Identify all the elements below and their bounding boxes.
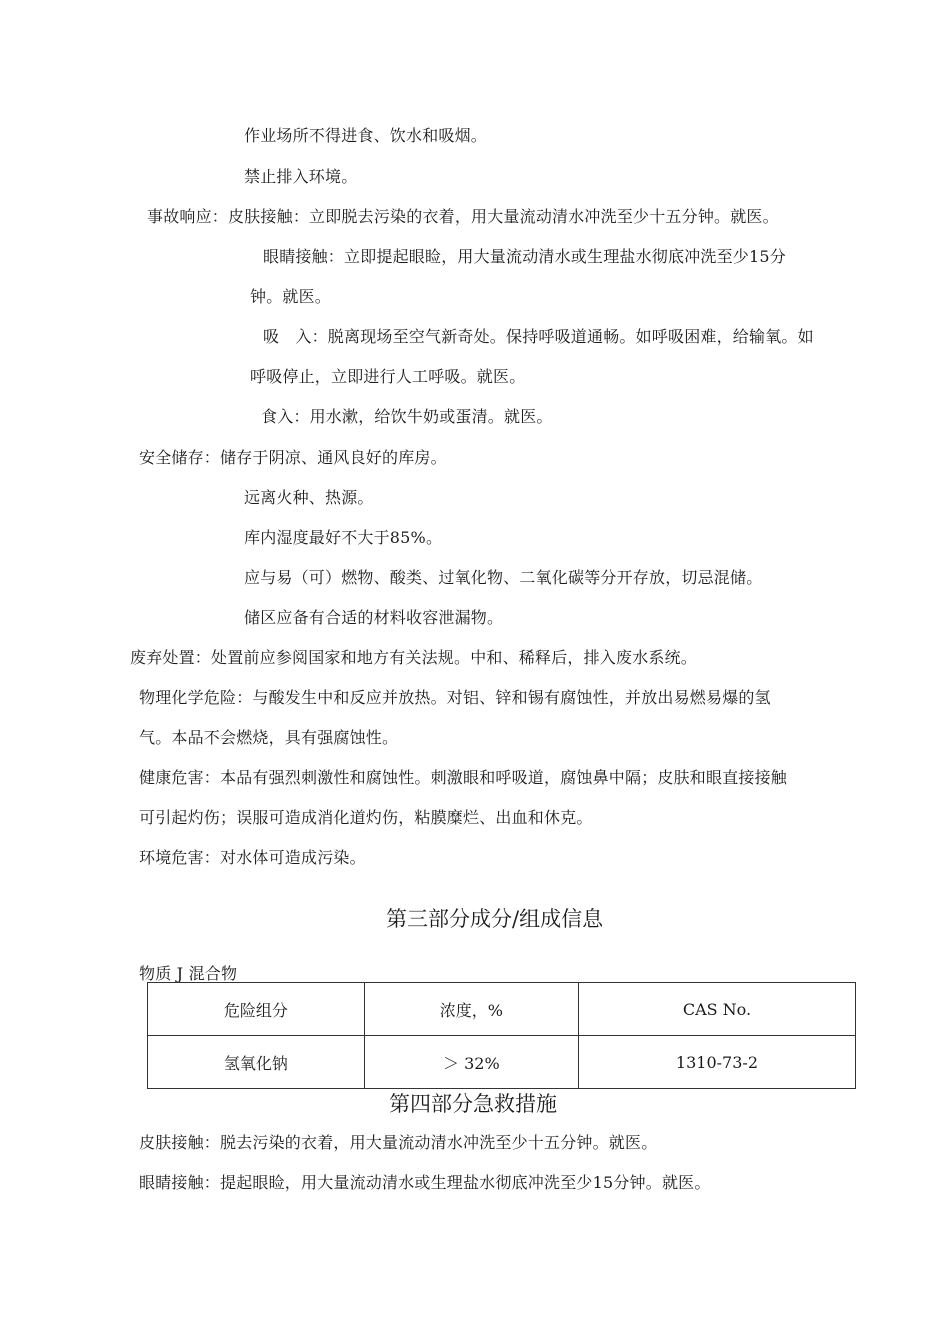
accident-response-line	[147, 207, 779, 227]
accident-response-label: 事故响应：	[147, 207, 229, 226]
physchem-line-2: 气。本品不会燃烧，具有强腐蚀性。	[139, 728, 399, 747]
table-header-row	[148, 983, 856, 1036]
accident-response-inhale-1: 吸 入：脱离现场至空气新奇处。保持呼吸道通畅。如呼吸困难，给输氧。如	[263, 327, 814, 346]
section-4-title: 第四部分急救措施	[389, 1092, 557, 1116]
accident-response-skin: 皮肤接触：立即脱去污染的衣着，用大量流动清水冲洗至少十五分钟。就医。	[228, 207, 779, 226]
substance-line: 物质 J 混合物	[139, 964, 238, 983]
table-cell: 1310-73-2	[578, 1036, 855, 1089]
table-cell: ＞ 32%	[364, 1036, 578, 1089]
table-header-cell: CAS No.	[578, 983, 855, 1036]
physchem-line-1: 物理化学危险：与酸发生中和反应并放热。对铝、锌和锡有腐蚀性，并放出易燃易爆的氢	[139, 688, 771, 707]
accident-response-ingest: 食入：用水漱，给饮牛奶或蛋清。就医。	[261, 407, 553, 426]
table-header-cell: 危险组分	[148, 983, 365, 1036]
disposal-line: 废弃处置：处置前应参阅国家和地方有关法规。中和、稀释后，排入废水系统。	[130, 648, 698, 667]
table-row	[148, 1036, 856, 1089]
accident-response-eye-1: 眼睛接触：立即提起眼睑，用大量流动清水或生理盐水彻底冲洗至少15分	[263, 247, 786, 266]
health-line-1: 健康危害：本品有强烈刺激性和腐蚀性。刺激眼和呼吸道，腐蚀鼻中隔；皮肤和眼直接接触	[139, 768, 788, 787]
composition-table	[147, 982, 856, 1089]
handling-line-1: 作业场所不得进食、饮水和吸烟。	[244, 126, 488, 145]
environment-line: 环境危害：对水体可造成污染。	[139, 848, 366, 867]
table-header-cell: 浓度，%	[364, 983, 578, 1036]
health-line-2: 可引起灼伤；误服可造成消化道灼伤，粘膜糜烂、出血和休克。	[139, 808, 593, 827]
section-4-eye: 眼睛接触：提起眼睑，用大量流动清水或生理盐水彻底冲洗至少15分钟。就医。	[139, 1173, 711, 1192]
handling-line-2: 禁止排入环境。	[244, 167, 358, 186]
storage-line-4: 应与易（可）燃物、酸类、过氧化物、二氧化碳等分开存放，切忌混储。	[244, 568, 763, 587]
storage-line-5: 储区应备有合适的材料收容泄漏物。	[244, 608, 504, 627]
section-4-skin: 皮肤接触：脱去污染的衣着，用大量流动清水冲洗至少十五分钟。就医。	[139, 1133, 658, 1152]
accident-response-inhale-2: 呼吸停止，立即进行人工呼吸。就医。	[250, 367, 526, 386]
table-cell: 氢氧化钠	[148, 1036, 365, 1089]
storage-line-2: 远离火种、热源。	[244, 488, 374, 507]
accident-response-eye-2: 钟。就医。	[250, 287, 332, 306]
storage-line-3: 库内湿度最好不大于85%。	[244, 528, 443, 547]
section-3-title: 第三部分成分/组成信息	[386, 907, 604, 931]
storage-line-1: 安全储存：储存于阴凉、通风良好的库房。	[139, 448, 447, 467]
